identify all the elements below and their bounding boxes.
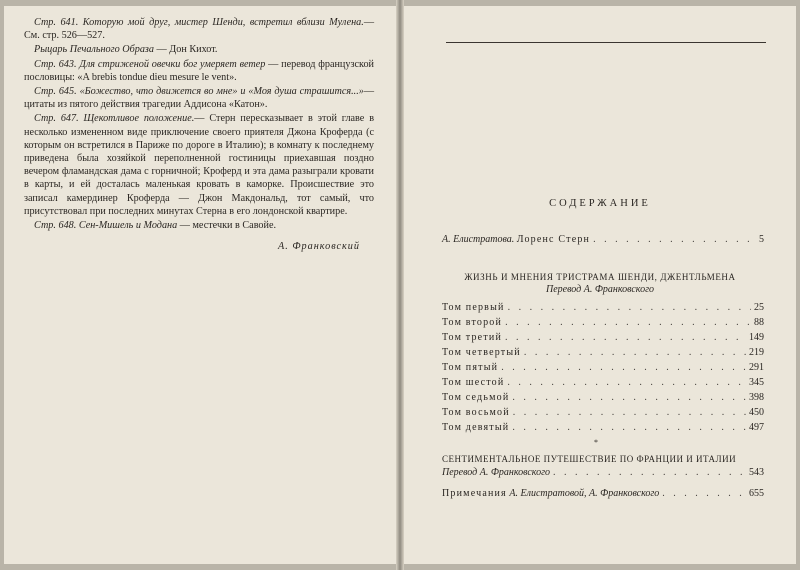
leader-dots	[593, 234, 756, 245]
divider-star: *	[594, 438, 598, 447]
toc-entry-vol8[interactable]: Том восьмой . . . 450	[442, 407, 764, 418]
right-page	[404, 6, 796, 564]
note-641: Стр. 641. Которую мой друг, мистер Шенди, встретил вблизи Мулена.— См. стр. 526—527.	[24, 17, 375, 42]
toc-title: СОДЕРЖАНИЕ	[549, 198, 651, 209]
note-648: Стр. 648. Сен-Мишель и Модана — местечки в Савойе.	[34, 220, 277, 232]
top-rule	[446, 42, 766, 43]
toc-entry-notes[interactable]: Примечания А. Елистратовой, А. Франковского . . . 655	[442, 488, 764, 499]
toc-entry-vol5[interactable]: Том пятый . . . 291	[442, 362, 764, 373]
note-647: Стр. 647. Щекотливое положение.— Стерн пересказывает в этой главе в несколько измененном виде приключение своего приятеля Джона Кроферда (с которым он встретился в Париже по дороге в Италию); в комнату к последнему приведена была хозяйкой переполненной гостиницы приехавшая поздно вечером фламандская дама с горничной; Кроферд и эта дама разыграли кровати в карты, и ей досталась маленькая кровать в каморке. Происшествие это записал камердинер Кроферда — Джон Макдональд, тот самый, что присутствовал при последних минутах Стерна в его лондонской квартире.	[24, 113, 375, 217]
note-645: Стр. 645. «Божество, что движется во мне» и «Моя душа страшится...»— цитаты из пятого действия трагедии Аддисона «Катон».	[24, 86, 375, 111]
signature: А. Франковский	[278, 241, 360, 253]
note-knight: Рыцарь Печального Образа — Дон Кихот.	[34, 44, 218, 56]
toc-entry-vol2[interactable]: Том второй . . . 88	[442, 317, 764, 328]
toc-entry-vol7[interactable]: Том седьмой . . . 398	[442, 392, 764, 403]
toc-entry-journey[interactable]: Перевод А. Франковского . . . 543	[442, 467, 764, 478]
left-page	[4, 6, 396, 564]
tristram-heading: ЖИЗНЬ И МНЕНИЯ ТРИСТРАМА ШЕНДИ, ДЖЕНТЛЬМЕНА	[464, 272, 736, 282]
toc-entry-vol3[interactable]: Том третий . . . 149	[442, 332, 764, 343]
notes-block	[24, 16, 374, 253]
toc-entry-vol1[interactable]: Том первый . . . 25	[442, 302, 764, 313]
journey-heading: СЕНТИМЕНТАЛЬНОЕ ПУТЕШЕСТВИЕ ПО ФРАНЦИИ И ИТАЛИИ	[442, 454, 737, 464]
toc-entry-vol9[interactable]: Том девятый . . . 497	[442, 422, 764, 433]
gutter	[396, 0, 404, 570]
tristram-translator: Перевод А. Франковского	[546, 284, 654, 295]
toc-entry-vol4[interactable]: Том четвертый . . . 219	[442, 347, 764, 358]
toc-entry-vol6[interactable]: Том шестой . . . 345	[442, 377, 764, 388]
toc-entry-intro[interactable]: А. Елистратова. Лоренс Стерн . . . 5	[442, 234, 764, 245]
note-643: Стр. 643. Для стриженой овечки бог умеряет ветер — перевод французской пословицы: «A brebis tondue dieu mesure le vent».	[24, 58, 374, 83]
